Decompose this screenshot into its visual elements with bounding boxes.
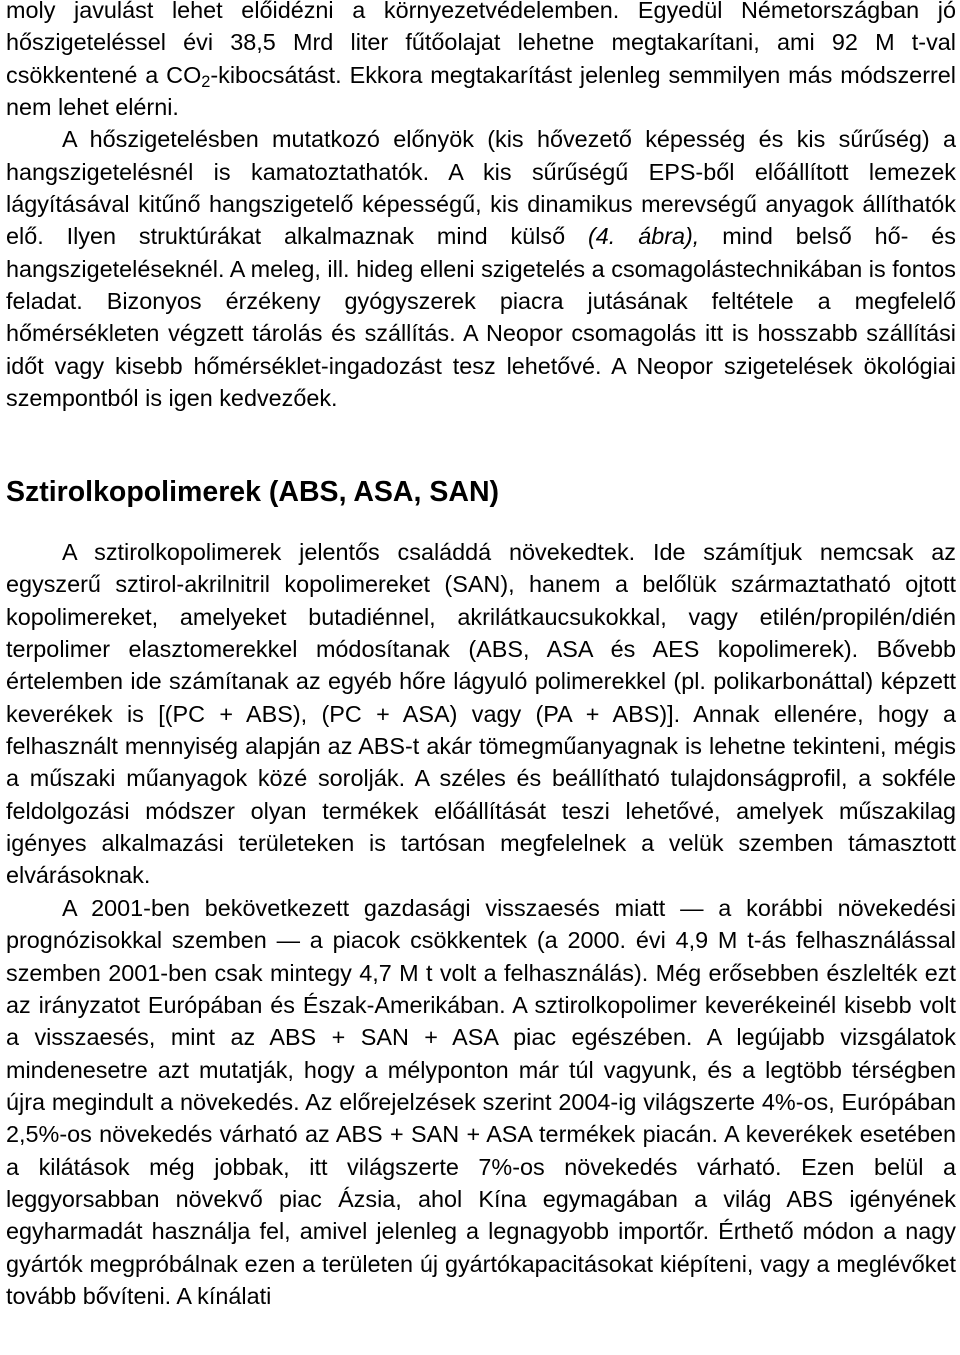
intro-text-2: -kibocsátást. Ekkora megtakarítást jelenleg semmilyen más módszerrel nem lehet elérni. — [6, 61, 956, 121]
intro-text-1: moly javulást lehet előidézni a környezetvédelemben. Egyedül Németországban jó hőszigeteléssel évi 38,5 Mrd liter fűtőolajat lehetne megtakarítani, ami 92 M t-val csökkentené a CO — [6, 0, 956, 88]
co2-subscript: 2 — [201, 72, 211, 91]
intro-paragraph — [6, 0, 956, 414]
figure-reference: (4. ábra), — [588, 223, 700, 250]
section-heading: Sztirolkopolimerek (ABS, ASA, SAN) — [6, 476, 500, 508]
intro-text-3: A hőszigetelésben mutatkozó előnyök (kis hővezető képesség és kis sűrűség) a hangszigetelésnél is kamatoztathatók. A kis sűrűségű EPS-ből előállított lemezek lágyításával kitűnő hangszigetelő képességű, kis dinamikus merevségű anyagok állíthatók elő. Ilyen struktúrákat alkalmaznak mind külső — [6, 126, 956, 250]
copolymer-paragraph: A sztirolkopolimerek jelentős családdá növekedtek. Ide számítjuk nemcsak az egyszerű sztirol-akrilnitril kopolimereket (SAN), hanem a belőlük származtatható ojtott kopolimereket, amelyeket butadiénnel, akrilátkaucsukokkal, vagy etilén/propilén/dién terpolimer elasztomerekkel módosítanak (ABS, ASA és AES kopolimerek). Bővebb értelemben ide számítanak az egyéb hőre lágyuló polimerekkel (pl. polikarbonáttal) képzett keverékek is [(PC + ABS), (PC + ASA) vagy (PA + ABS)]. Annak ellenére, hogy a felhasznált mennyiség alapján az ABS-t akár tömegműanyagnak is lehetne tekinteni, mégis a műszaki műanyagok közé sorolják. A széles és beállítható tulajdonságprofil, a sokféle feldolgozási módszer olyan termékek előállítását teszi lehetővé, amelyek műszakilag igényes alkalmazási területeken is tartósan megfelelnek a velük szemben támasztott elvárásoknak. — [6, 539, 956, 889]
intro-text-5: mind belső hő- és hangszigeteléseknél. A meleg, ill. hideg elleni szigetelés a csomagolástechnikában is fontos feladat. Bizonyos érzékeny gyógyszerek piacra jutásának feltétele a megfelelő hőmérsékleten végzett tárolás és szállítás. A Neopor csomagolás itt is hosszabb szállítási időt vagy kisebb hőmérséklet-ingadozást tesz lehetővé. A Neopor szigetelések ökológiai szempontból is igen kedvezőek. — [6, 223, 956, 412]
market-paragraph: A 2001-ben bekövetkezett gazdasági visszaesés miatt — a korábbi növekedési prognózisokkal szemben — a piacok csökkentek (a 2000. évi 4,9 M t-ás felhasználással szemben 2001-ben csak mintegy 4,7 M t volt a felhasználás). Még erősebben észlelték ezt az irányzatot Európában és Észak-Amerikában. A sztirolkopolimer keverékeinél kisebb volt a visszaesés, mint az ABS + SAN + ASA piac egészében. A legújabb vizsgálatok mindenesetre azt mutatják, hogy a mélyponton már túl vagyunk, és a legtöbb térségben újra megindult a növekedés. Az előrejelzések szerint 2004-ig világszerte 4%-os, Európában 2,5%-os növekedés várható az ABS + SAN + ASA termékek piacán. A keverékek esetében a kilátások még jobbak, itt világszerte 7%-os növekedés várható. Ezen belül a leggyorsabban növekvő piac Ázsia, ahol Kína egymagában a világ ABS igényének egyharmadát használja fel, amivel jelenleg a legnagyobb importőr. Érthető módon a nagy gyártók megpróbálnak ezen a területen új gyártókapacitásokat kiépíteni, vagy a meglévőket tovább bővíteni. A kínálati — [6, 895, 956, 1310]
